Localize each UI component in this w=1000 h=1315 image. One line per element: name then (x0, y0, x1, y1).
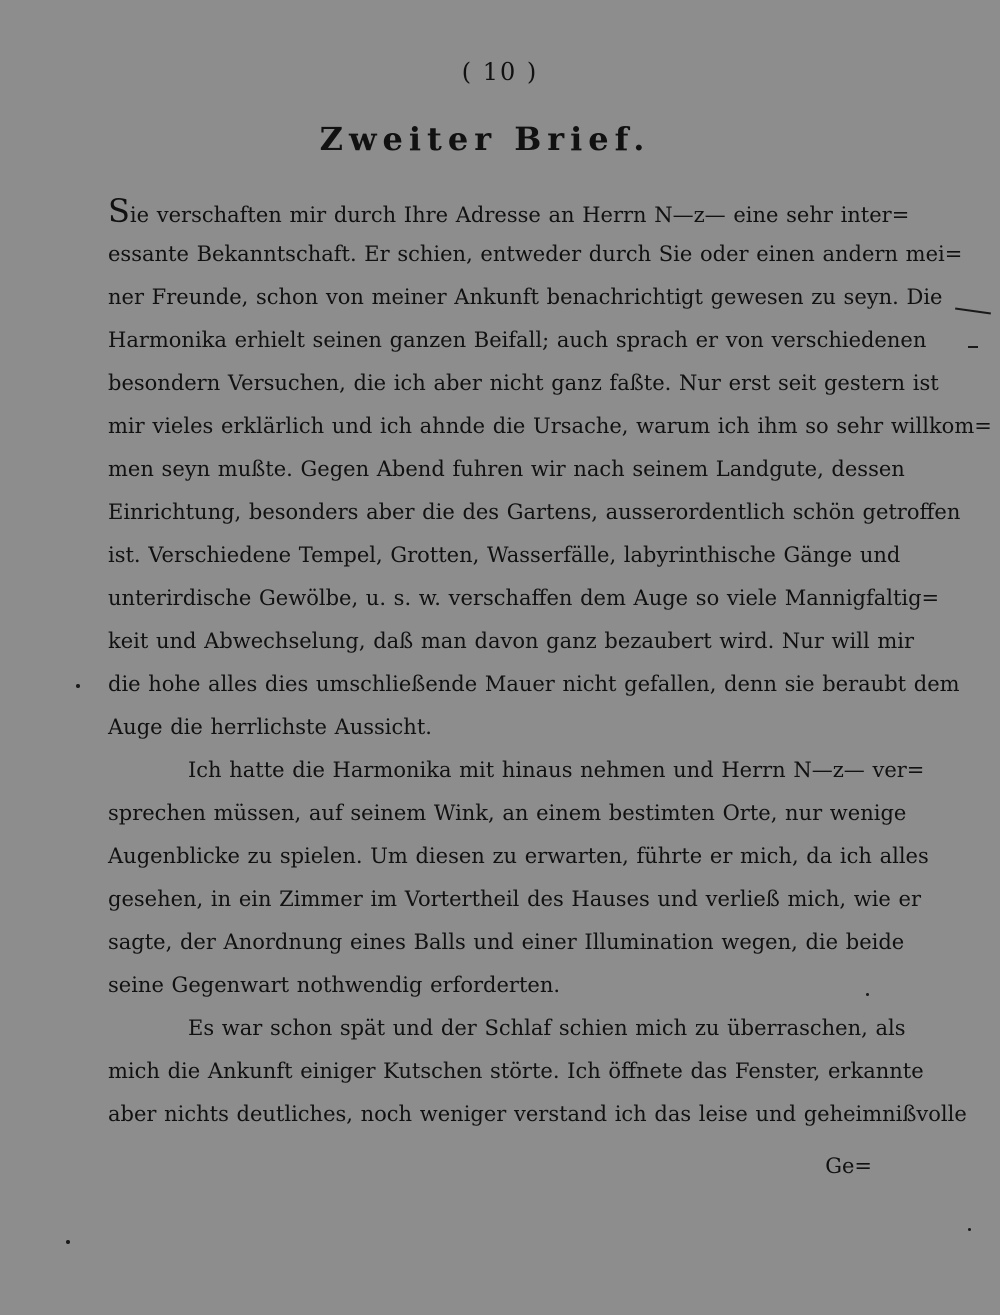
margin-mark (968, 346, 978, 348)
scan-speck (866, 993, 869, 996)
text-line: mir vieles erklärlich und ich ahnde die Ursache, warum ich ihm so sehr willkom= (108, 414, 992, 438)
scan-speck (968, 1228, 971, 1231)
scan-speck (76, 684, 80, 688)
catchword: Ge= (825, 1154, 872, 1178)
text-line: unterirdische Gewölbe, u. s. w. verschaffen dem Auge so viele Mannigfaltig= (108, 586, 940, 610)
text-line: keit und Abwechselung, daß man davon ganz bezaubert wird. Nur will mir (108, 629, 915, 653)
text-line: seine Gegenwart nothwendig erforderten. (108, 973, 561, 997)
text-line: essante Bekanntschaft. Er schien, entweder durch Sie oder einen andern mei= (108, 242, 963, 266)
text-line: gesehen, in ein Zimmer im Vortertheil des Hauses und verließ mich, wie er (108, 887, 921, 911)
paragraph-1 (108, 190, 992, 749)
letter-heading: Zweiter Brief. (319, 120, 651, 158)
margin-mark (955, 308, 991, 315)
text-line: men seyn mußte. Gegen Abend fuhren wir nach seinem Landgute, dessen (108, 457, 905, 481)
text-line: Auge die herrlichste Aussicht. (108, 715, 432, 739)
text-line: Einrichtung, besonders aber die des Gartens, ausserordentlich schön getroffen (108, 500, 961, 524)
text-line: besondern Versuchen, die ich aber nicht ganz faßte. Nur erst seit gestern ist (108, 371, 939, 395)
text-line: Sie verschaften mir durch Ihre Adresse an Herrn N—z— eine sehr inter= (108, 192, 910, 230)
text-line: Harmonika erhielt seinen ganzen Beifall; auch sprach er von verschiedenen (108, 328, 927, 352)
text-line: Augenblicke zu spielen. Um diesen zu erwarten, führte er mich, da ich alles (108, 844, 929, 868)
scan-speck (66, 1240, 70, 1244)
page-number: ( 10 ) (461, 58, 539, 86)
paragraph-2 (108, 749, 929, 1007)
drop-cap: S (108, 192, 130, 230)
text-line: Es war schon spät und der Schlaf schien mich zu überraschen, als (188, 1016, 906, 1040)
text-line: Ich hatte die Harmonika mit hinaus nehmen und Herrn N—z— ver= (188, 758, 925, 782)
text-line: ner Freunde, schon von meiner Ankunft benachrichtigt gewesen zu seyn. Die (108, 285, 943, 309)
text-line: sagte, der Anordnung eines Balls und einer Illumination wegen, die beide (108, 930, 905, 954)
text-line: ist. Verschiedene Tempel, Grotten, Wasserfälle, labyrinthische Gänge und (108, 543, 901, 567)
text-line: sprechen müssen, auf seinem Wink, an einem bestimten Orte, nur wenige (108, 801, 907, 825)
text-line: aber nichts deutliches, noch weniger verstand ich das leise und geheimnißvolle (108, 1102, 967, 1126)
text-line: die hohe alles dies umschließende Mauer nicht gefallen, denn sie beraubt dem (108, 672, 960, 696)
text-line: mich die Ankunft einiger Kutschen störte. Ich öffnete das Fenster, erkannte (108, 1059, 924, 1083)
letter-body (108, 190, 992, 1136)
paragraph-3 (108, 1007, 967, 1136)
